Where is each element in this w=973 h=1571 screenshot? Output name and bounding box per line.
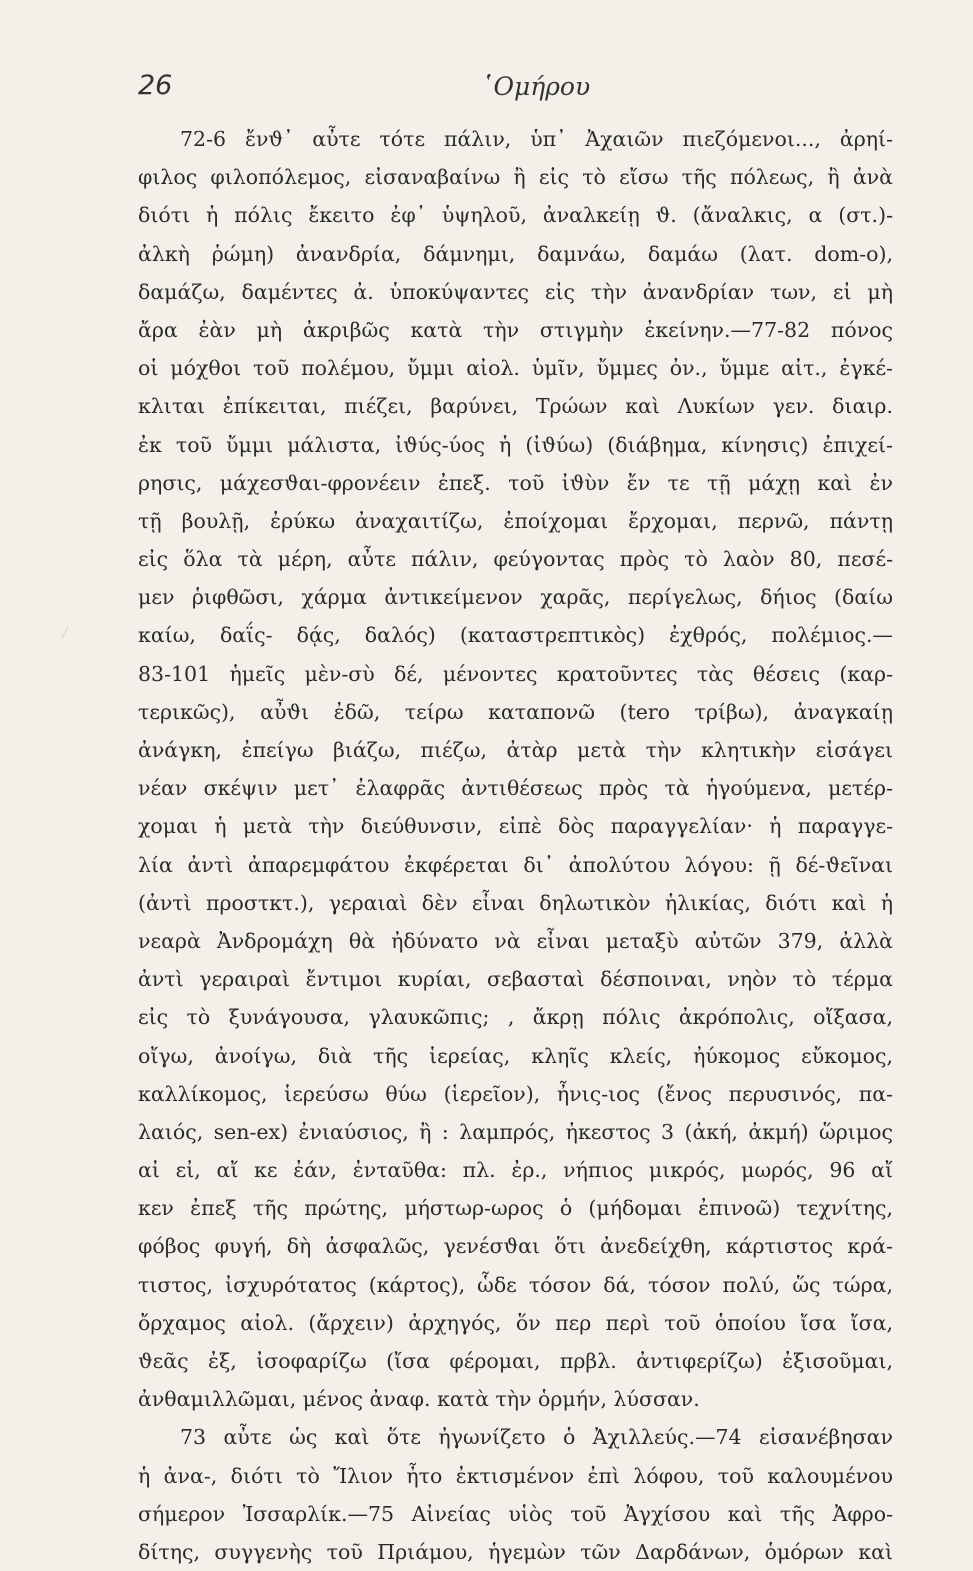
text-line: δίτης, συγγενὴς τοῦ Πριάμου, ἡγεμὼν τῶν Δαρδάνων, ὁμόρων καὶ <box>138 1539 893 1564</box>
text-line: οἴγω, ἀνοίγω, διὰ τῆς ἱερείας, κληῖς κλείς, ἠύκομος εὔκομος, <box>138 1043 893 1068</box>
page-header <box>138 70 893 110</box>
text-line: τῇ βουλῇ, ἐρύκω ἀναχαιτίζω, ἐποίχομαι ἔρχομαι, περνῶ, πάντῃ <box>138 508 893 533</box>
text-line: χομαι ἡ μετὰ τὴν διεύθυνσιν, εἰπὲ δὸς παραγγελίαν· ἡ παραγγε- <box>138 814 893 839</box>
text-line: φιλος φιλοπόλεμος, εἰσαναβαίνω ἢ εἰς τὸ εἴσω τῆς πόλεως, ἢ ἀνὰ <box>138 165 893 190</box>
text-line: 83-101 ἡμεῖς μὲν-σὺ δέ, μένοντες κρατοῦντες τὰς θέσεις (καρ- <box>138 661 893 686</box>
text-line: τιστος, ἰσχυρότατος (κάρτος), ὧδε τόσον δά, τόσον πολύ, ὥς τώρα, <box>138 1272 893 1297</box>
text-line: τερικῶς), αὖϑι ἐδῶ, τείρω καταπονῶ (tero τρίβω), ἀναγκαίῃ <box>138 699 893 724</box>
text-line: ἄρα ἐὰν μὴ ἀκριβῶς κατὰ τὴν στιγμὴν ἐκείνην.—77-82 πόνος <box>138 317 893 342</box>
text-line: ἀντὶ γεραιραὶ ἔντιμοι κυρίαι, σεβασταὶ δέσποιναι, νηὸν τὸ τέρμα <box>138 967 893 992</box>
text-line: αἰ εἰ, αἴ κε ἐάν, ἐνταῦθα: πλ. ἐρ., νήπιος μικρός, μωρός, 96 αἴ <box>138 1158 893 1183</box>
text-line: εἰς τὸ ξυνάγουσα, γλαυκῶπις; , ἄκρῃ πόλις ἀκρόπολις, οἴξασα, <box>138 1005 893 1030</box>
text-line: ϑεᾶς ἐξ, ἰσοφαρίζω (ἴσα φέρομαι, πρβλ. ἀντιφερίζω) ἐξισοῦμαι, <box>138 1349 893 1373</box>
text-line: ἀνάγκη, ἐπείγω βιάζω, πιέζω, ἀτὰρ μετὰ τὴν κλητικὴν εἰσάγει <box>138 738 893 762</box>
text-line: ἐκ τοῦ ὔμμι μάλιστα, ἰϑύς-ύος ἡ (ἰϑύω) (διάβημα, κίνησις) ἐπιχεί- <box>138 432 893 457</box>
text-line: ὄρχαμος αἰολ. (ἄρχειν) ἀρχηγός, ὅν περ περὶ τοῦ ὁποίου ἴσα ἴσα, <box>138 1310 893 1335</box>
text-line: 72-6 ἔνϑ᾽ αὖτε τότε πάλιν, ὑπ᾽ Ἀχαιῶν πιεζόμενοι..., ἀρηί- <box>180 127 893 151</box>
text-line: δαμάζω, δαμέντες ἀ. ὑποκύψαντες εἰς τὴν ἀνανδρίαν των, εἰ μὴ <box>138 279 893 304</box>
text-line: λαιός, sen-ex) ἐνιαύσιος, ἢ : λαμπρός, ἠκεστος 3 (ἀκή, ἀκμή) ὥριμος <box>138 1119 893 1144</box>
text-line: κλιται ἐπίκειται, πιέζει, βαρύνει, Τρώων καὶ Λυκίων γεν. διαιρ. <box>138 394 893 419</box>
text-line: κεν ἐπεξ τῆς πρώτης, μήστωρ-ωρος ὁ (μήδομαι ἐπινοῶ) τεχνίτης, <box>138 1196 893 1221</box>
text-line: καίω, δαΐς- δᾴς, δαλός) (καταστρεπτικὸς) ἐχθρός, πολέμιος.— <box>138 623 893 648</box>
text-line: (ἀντὶ προστκτ.), γεραιαὶ δὲν εἶναι δηλωτικὸν ἡλικίας, διότι καὶ ἡ <box>138 890 893 915</box>
text-line: διότι ἡ πόλις ἔκειτο ἐφ᾽ ὑψηλοῦ, ἀναλκείῃ ϑ. (ἄναλκις, α (στ.)- <box>138 203 893 228</box>
text-line: ἡ ἀνα-, διότι τὸ Ἴλιον ἦτο ἐκτισμένον ἐπὶ λόφου, τοῦ καλουμένου <box>138 1463 893 1488</box>
text-line: νεαρὰ Ἀνδρομάχη θὰ ἠδύνατο νὰ εἶναι μεταξὺ αὐτῶν 379, ἀλλὰ <box>138 928 893 953</box>
text-line: εἰς ὅλα τὰ μέρη, αὖτε πάλιν, φεύγοντας πρὸς τὸ λαὸν 80, πεσέ- <box>138 547 893 572</box>
text-line: μεν ῥιφθῶσι, χάρμα ἀντικείμενον χαρᾶς, περίγελως, δήιος (δαίω <box>138 585 893 610</box>
text-line: ἀνθαμιλλῶμαι, μένος ἀναφ. κατὰ τὴν ὁρμήν, λύσσαν. <box>138 1387 700 1412</box>
commentary-text <box>138 120 893 1571</box>
margin-mark <box>62 626 80 644</box>
page-number: 26 <box>138 70 173 101</box>
running-title: ῾Ομήρου <box>481 72 591 101</box>
text-line: φόβος φυγή, δὴ ἀσφαλῶς, γενέσϑαι ὅτι ἀνεδείχθη, κάρτιστος κρά- <box>138 1234 893 1259</box>
text-line: καλλίκομος, ἱερεύσω θύω (ἱερεῖον), ἦνις-ιος (ἔνος περυσινός, πα- <box>138 1081 893 1106</box>
text-line: ἀλκὴ ῥώμη) ἀνανδρία, δάμνημι, δαμνάω, δαμάω (λατ. dom-o), <box>138 241 893 266</box>
text-line: σήμερον Ἰσσαρλίκ.—75 Αἰνείας υἱὸς τοῦ Ἀγχίσου καὶ τῆς Ἀφρο- <box>138 1501 893 1526</box>
text-line: 73 αὖτε ὡς καὶ ὅτε ἠγωνίζετο ὁ Ἀχιλλεύς.—74 εἰσανέβησαν <box>180 1425 893 1450</box>
text-line: ρησις, μάχεσϑαι-φρονέειν ἐπεξ. τοῦ ἰϑὺν ἔν τε τῇ μάχῃ καὶ ἐν <box>138 470 893 495</box>
text-line: λία ἀντὶ ἀπαρεμφάτου ἐκφέρεται δι᾽ ἀπολύτου λόγου: ῇ δέ-ϑεῖναι <box>138 852 893 877</box>
text-line: οἱ μόχθοι τοῦ πολέμου, ὔμμι αἰολ. ὑμῖν, ὔμμες ὀν., ὔμμε αἰτ., ἐγκέ- <box>138 356 893 381</box>
text-line: νέαν σκέψιν μετ᾽ ἐλαφρᾶς ἀντιθέσεως πρὸς τὰ ἡγούμενα, μετέρ- <box>138 776 893 801</box>
